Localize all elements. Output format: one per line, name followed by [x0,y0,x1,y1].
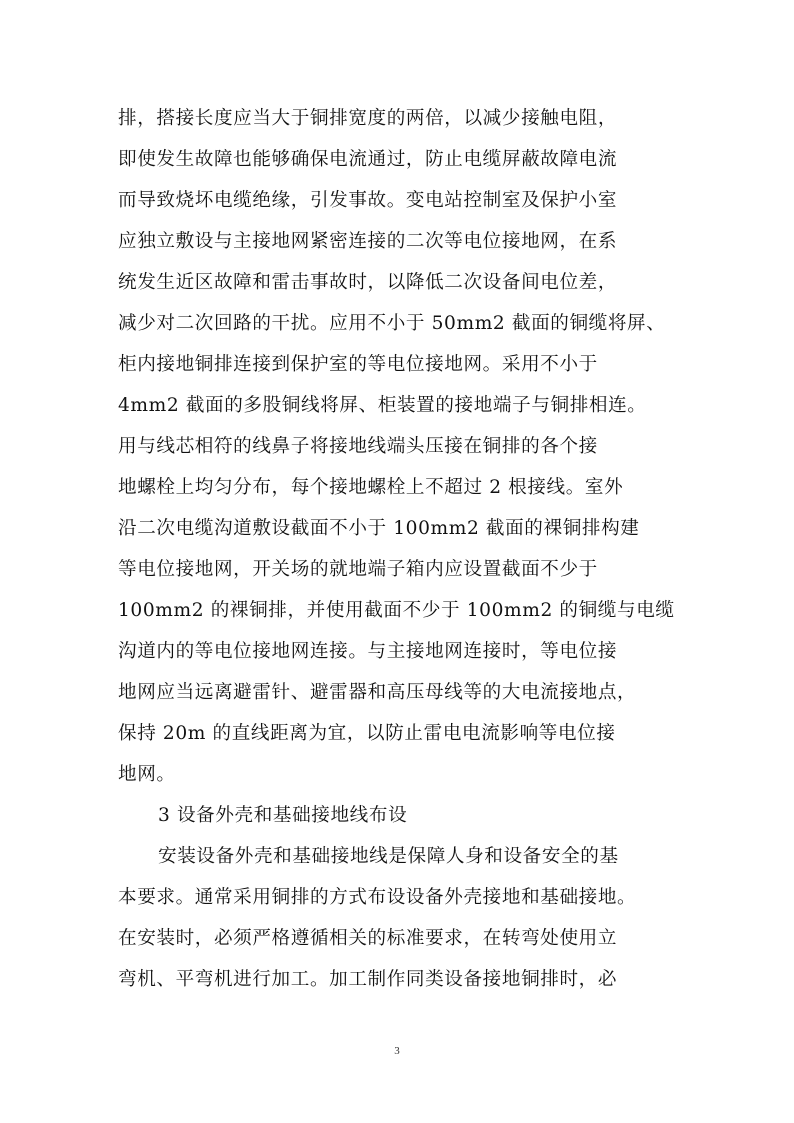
text-line: 沟道内的等电位接地网连接。与主接地网连接时，等电位接 [118,641,618,662]
text-line: 保持 20m 的直线距离为宜，以防止雷电电流影响等电位接 [118,723,616,744]
text-line: 本要求。通常采用铜排的方式布设设备外壳接地和基础接地。 [118,887,637,908]
body-text [118,98,688,1000]
text-line: 100mm2 的裸铜排，并使用截面不少于 100mm2 的铜缆与电缆 [118,600,675,621]
text-line: 地网应当远离避雷针、避雷器和高压母线等的大电流接地点， [118,682,637,703]
text-line: 统发生近区故障和雷击事故时，以降低二次设备间电位差， [118,272,618,293]
paragraph-first-line: 安装设备外壳和基础接地线是保障人身和设备安全的基 [158,846,619,867]
text-line: 在安装时，必须严格遵循相关的标准要求，在转弯处使用立 [118,928,618,949]
text-line: 柜内接地铜排连接到保护室的等电位接地网。采用不小于 [118,354,598,375]
text-line: 排，搭接长度应当大于铜排宽度的两倍，以减少接触电阻， [118,108,618,129]
text-line: 减少对二次回路的干扰。应用不小于 50mm2 截面的铜缆将屏、 [118,313,666,334]
section-heading: 3 设备外壳和基础接地线布设 [158,805,408,826]
text-line: 4mm2 截面的多股铜线将屏、柜装置的接地端子与铜排相连。 [118,395,647,416]
text-line: 即使发生故障也能够确保电流通过，防止电缆屏蔽故障电流 [118,149,618,170]
text-line: 沿二次电缆沟道敷设截面不小于 100mm2 截面的裸铜排构建 [118,518,640,539]
text-line: 等电位接地网，开关场的就地端子箱内应设置截面不少于 [118,559,598,580]
text-line: 弯机、平弯机进行加工。加工制作同类设备接地铜排时，必 [118,969,618,990]
text-line: 用与线芯相符的线鼻子将接地线端头压接在铜排的各个接 [118,436,598,457]
text-line: 地网。 [118,764,176,785]
text-line: 而导致烧坏电缆绝缘，引发事故。变电站控制室及保护小室 [118,190,618,211]
page-number: 3 [394,1045,400,1057]
text-line: 应独立敷设与主接地网紧密连接的二次等电位接地网，在系 [118,231,618,252]
text-line: 地螺栓上均匀分布，每个接地螺栓上不超过 2 根接线。室外 [118,477,624,498]
